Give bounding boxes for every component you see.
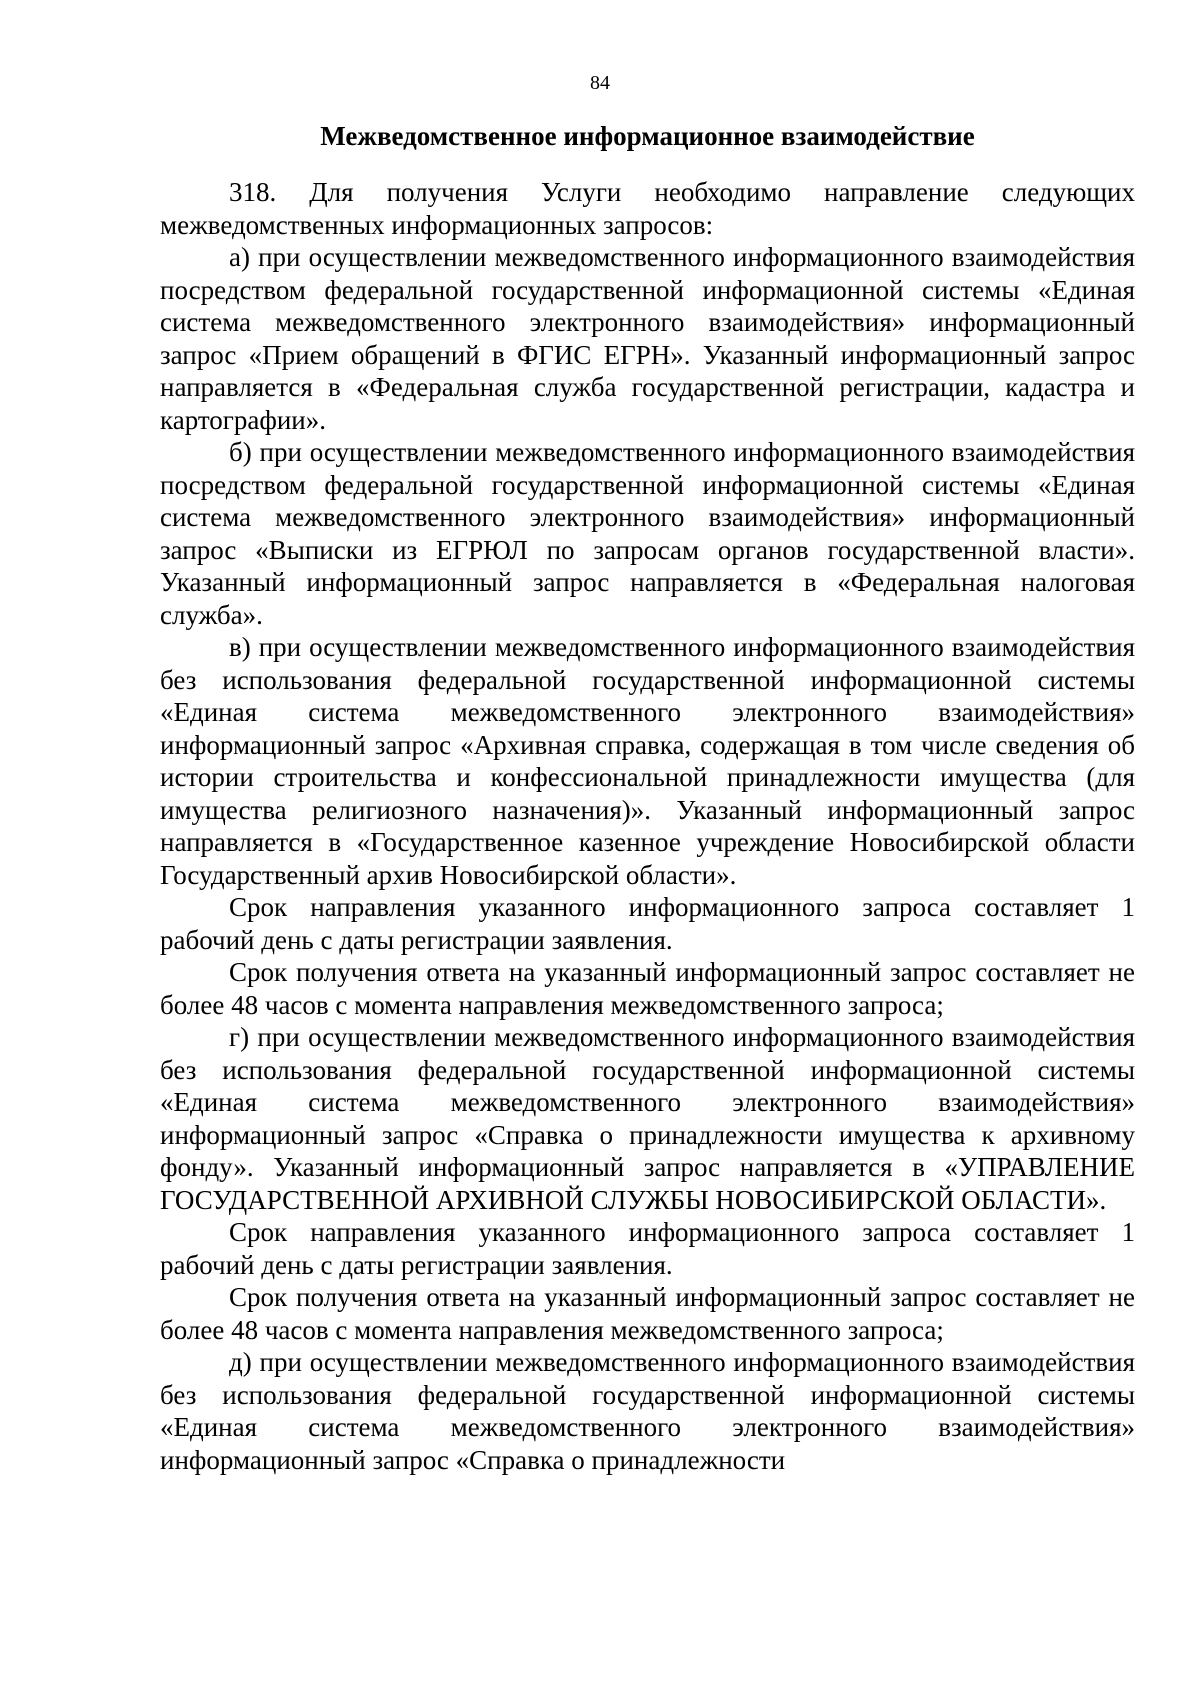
paragraph-item-a: а) при осуществлении межведомственного информационного взаимодействия посредством федеральной государственной информационной системы «Единая система межведомственного электронного взаимодействия» информационный запрос «Прием обращений в ФГИС ЕГРН». Указанный информационный запрос направляется в «Федеральная служба государственной регистрации, кадастра и картографии». (160, 242, 1135, 435)
paragraph-318-intro: 318. Для получения Услуги необходимо направление следующих межведомственных информационных запросов: (160, 177, 1135, 240)
paragraph-item-b: б) при осуществлении межведомственного информационного взаимодействия посредством федеральной государственной информационной системы «Единая система межведомственного электронного взаимодействия» информационный запрос «Выписки из ЕГРЮЛ по запросам органов государственной власти». Указанный информационный запрос направляется в «Федеральная налоговая служба». (160, 437, 1135, 630)
section-heading: Межведомственное информационное взаимодействие (320, 121, 975, 151)
paragraph-response-term: Срок получения ответа на указанный информационный запрос составляет не более 48 часов с момента направления межведомственного запроса; (160, 1282, 1135, 1345)
paragraph-item-d: д) при осуществлении межведомственного информационного взаимодействия без использования федеральной государственной информационной системы «Единая система межведомственного электронного взаимодействия» информационный запрос «Справка о принадлежности (160, 1347, 1135, 1475)
document-body (160, 176, 1135, 1476)
paragraph-request-term: Срок направления указанного информационного запроса составляет 1 рабочий день с даты регистрации заявления. (160, 1217, 1135, 1280)
page-number: 84 (590, 72, 610, 94)
paragraph-item-v: в) при осуществлении межведомственного информационного взаимодействия без использования федеральной государственной информационной системы «Единая система межведомственного электронного взаимодействия» информационный запрос «Архивная справка, содержащая в том числе сведения об истории строительства и конфессиональной принадлежности имущества (для имущества религиозного назначения)». Указанный информационный запрос направляется в «Государственное казенное учреждение Новосибирской области Государственный архив Новосибирской области». (160, 632, 1135, 890)
paragraph-request-term: Срок направления указанного информационного запроса составляет 1 рабочий день с даты регистрации заявления. (160, 892, 1135, 955)
paragraph-response-term: Срок получения ответа на указанный информационный запрос составляет не более 48 часов с момента направления межведомственного запроса; (160, 957, 1135, 1020)
paragraph-item-g: г) при осуществлении межведомственного информационного взаимодействия без использования федеральной государственной информационной системы «Единая система межведомственного электронного взаимодействия» информационный запрос «Справка о принадлежности имущества к архивному фонду». Указанный информационный запрос направляется в «УПРАВЛЕНИЕ ГОСУДАРСТВЕННОЙ АРХИВНОЙ СЛУЖБЫ НОВОСИБИРСКОЙ ОБЛАСТИ». (160, 1022, 1135, 1215)
